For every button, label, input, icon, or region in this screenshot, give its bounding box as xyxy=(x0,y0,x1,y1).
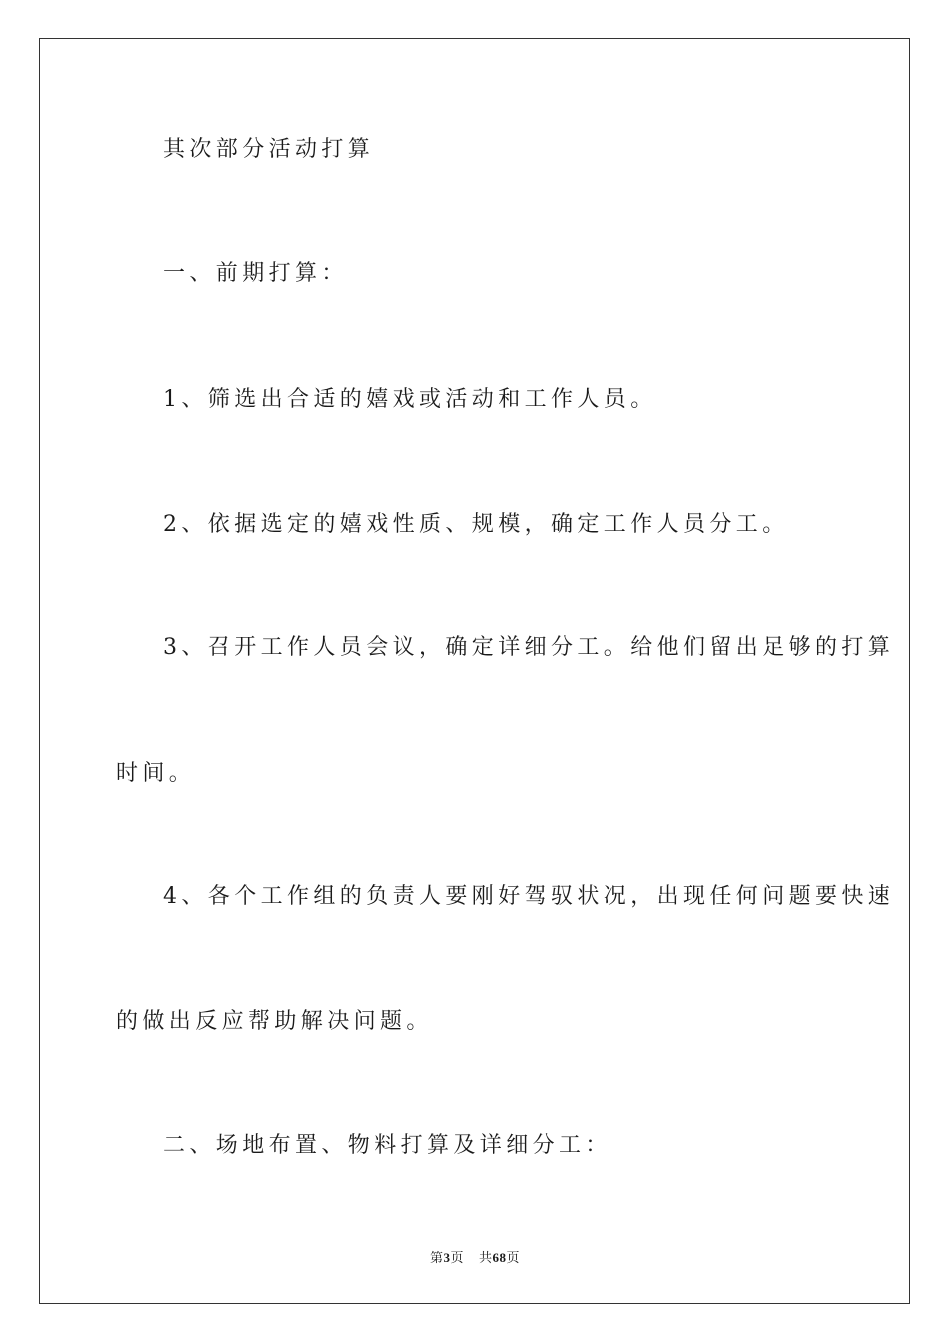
list-item-3-line1: 3、召开工作人员会议，确定详细分工。给他们留出足够的打算 xyxy=(163,635,895,660)
section-title: 其次部分活动打算 xyxy=(163,137,375,162)
list-item-3-line2: 时间。 xyxy=(116,761,196,786)
footer-prefix: 第 xyxy=(429,1250,444,1265)
list-item-4-line2: 的做出反应帮助解决问题。 xyxy=(116,1009,433,1034)
footer-middle: 页 共 xyxy=(450,1250,493,1265)
footer-total-pages: 68 xyxy=(492,1250,507,1265)
page-border xyxy=(39,38,910,1304)
footer-page-number: 3 xyxy=(443,1250,451,1265)
footer-suffix: 页 xyxy=(506,1250,521,1265)
list-item-2: 2、依据选定的嬉戏性质、规模，确定工作人员分工。 xyxy=(163,512,789,537)
page-footer xyxy=(0,1247,950,1266)
list-item-4-line1: 4、各个工作组的负责人要刚好驾驭状况，出现任何问题要快速 xyxy=(163,884,895,909)
list-item-1: 1、筛选出合适的嬉戏或活动和工作人员。 xyxy=(163,387,657,412)
heading-preparation: 一、前期打算： xyxy=(163,261,348,286)
heading-venue: 二、场地布置、物料打算及详细分工： xyxy=(163,1133,612,1158)
